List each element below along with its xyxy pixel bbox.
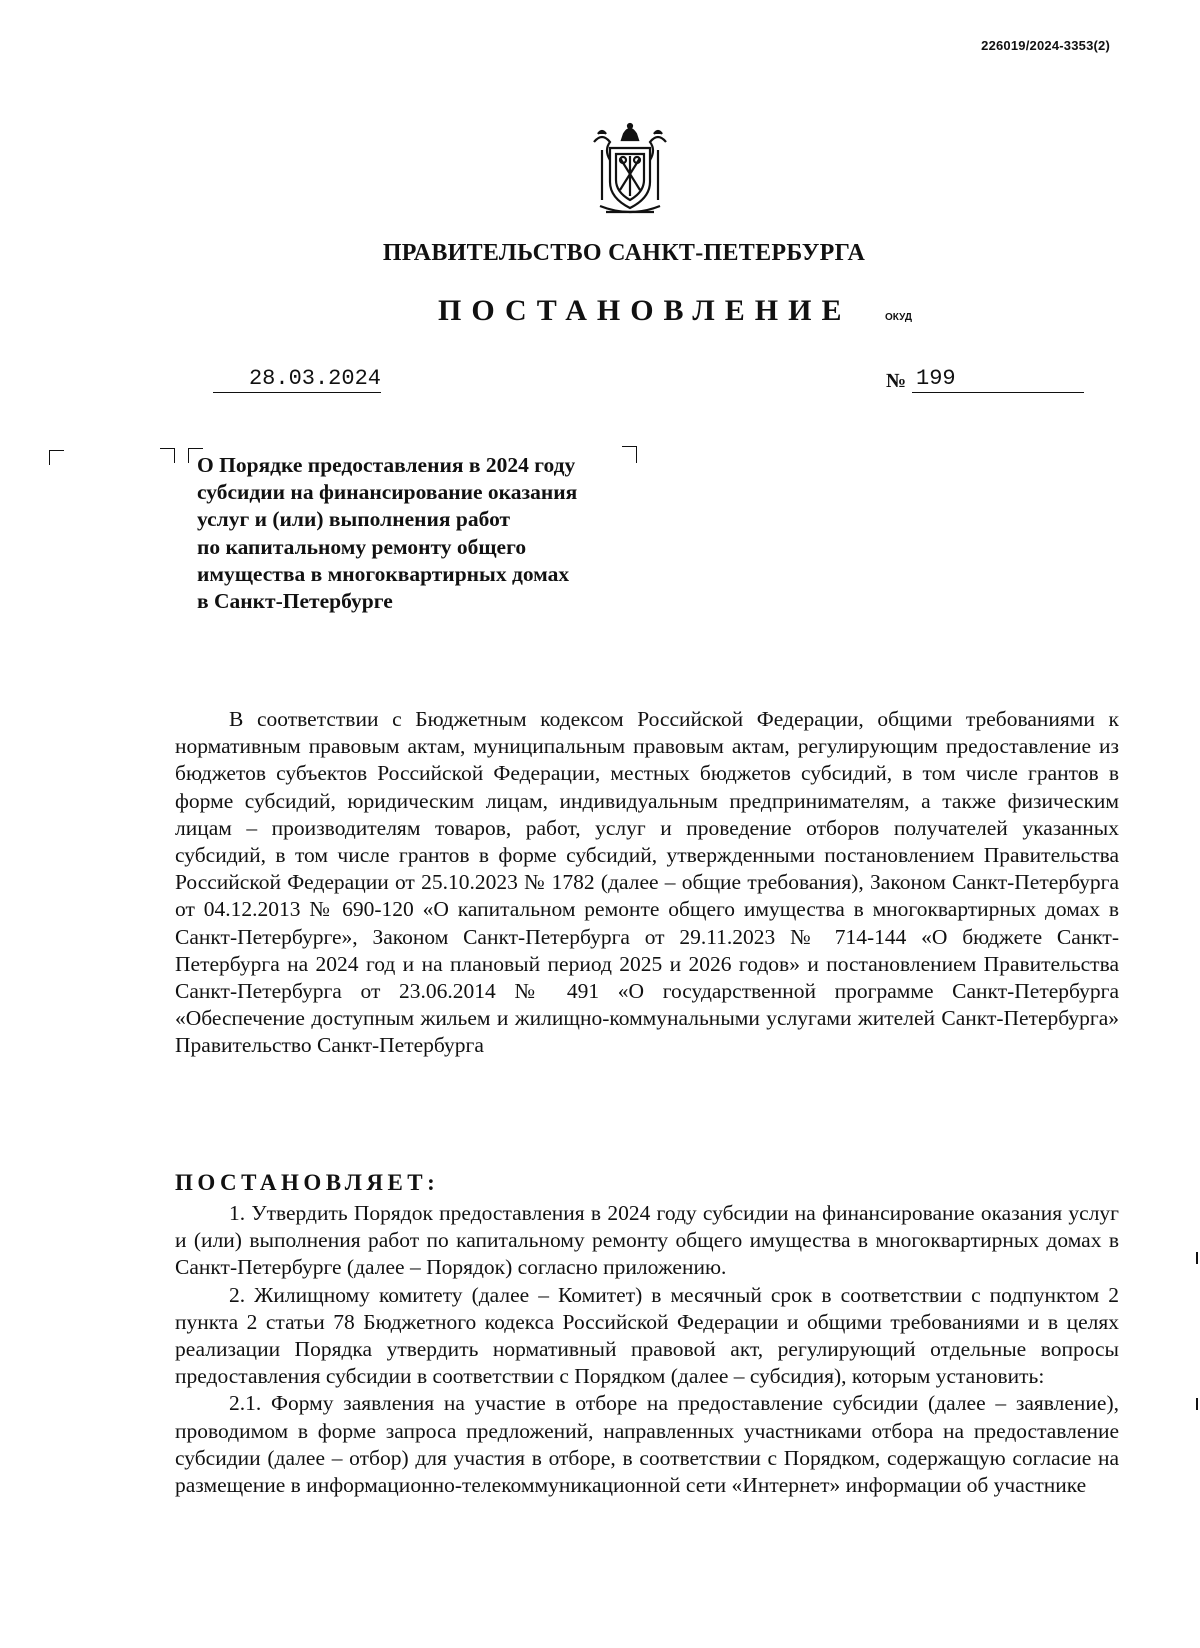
number-label: № <box>886 370 907 392</box>
decree-title: ПОСТАНОВЛЕНИЕ <box>438 294 852 327</box>
decree-item: 2. Жилищному комитету (далее – Комитет) в месячный срок в соответствии с подпунктом 2 пункта 2 статьи 78 Бюджетного кодекса Российской Федерации и общими требованиями и в целях реализации Порядка утвердить нормативный правовой акт, регулирующий отдельные вопросы предоставления субсидии в соответствии с Порядком (далее – субсидия), которым установить: <box>175 1282 1119 1389</box>
decree-item: 1. Утвердить Порядок предоставления в 2024 году субсидии на финансирование оказания услуг и (или) выполнения работ по капитальному ремонту общего имущества в многоквартирных домах в Санкт-Петербурге (далее – Порядок) согласно приложению. <box>175 1201 1119 1280</box>
st-petersburg-coat-of-arms-icon <box>580 120 680 220</box>
preamble-paragraph: В соответствии с Бюджетным кодексом Российской Федерации, общими требованиями к нормативным правовым актам, муниципальным правовым актам, регулирующим предоставление из бюджетов субъектов Российской Федерации, местных бюджетов субсидий, в том числе грантов в форме субсидий, юридическим лицам, индивидуальным предпринимателям, а также физическим лицам – производителям товаров, работ, услуг и проведение отборов получателей указанных субсидий, в том числе грантов в форме субсидий, утвержденными постановлением Правительства Российской Федерации от 25.10.2023 № 1782 (далее – общие требования), Законом Санкт-Петербурга от 04.12.2013 № 690-120 «О капитальном ремонте общего имущества в многоквартирных домах в Санкт-Петербурге», Законом Санкт-Петербурга от 29.11.2023 № 714-144 «О бюджете Санкт-Петербурга на 2024 год и на плановый период 2025 и 2026 годов» и постановлением Правительства Санкт-Петербурга от 23.06.2014 № 491 «О государственной программе Санкт-Петербурга «Обеспечение доступным жильем и жилищно-коммунальными услугами жителей Санкт-Петербурга» Правительство Санкт-Петербурга <box>175 707 1119 1058</box>
subject-line: услуг и (или) выполнения работ <box>197 507 511 532</box>
subject-line: О Порядке предоставления в 2024 году <box>197 453 576 477</box>
decree-items <box>175 1200 1119 1499</box>
decree-subject <box>197 452 637 615</box>
scan-margin-tick <box>1196 1252 1198 1264</box>
document-number: 226019/2024-3353(2) <box>981 38 1110 53</box>
okud-label: ОКУД <box>885 312 912 323</box>
resolves-heading: ПОСТАНОВЛЯЕТ: <box>175 1170 440 1195</box>
subject-line: имущества в многоквартирных домах <box>197 561 570 586</box>
subject-line: субсидии на финансирование оказания <box>197 480 578 505</box>
decree-item: 2.1. Форму заявления на участие в отборе на предоставление субсидии (далее – заявление), проводимом в форме запроса предложений, направленных участниками отбора на предоставление субсидии (далее – отбор) для участия в отборе, в соответствии с Порядком, содержащую согласие на размещение в информационно-телекоммуникационной сети «Интернет» информации об участнике <box>175 1391 1119 1498</box>
decree-date: 28.03.2024 <box>213 366 381 393</box>
preamble <box>175 706 1119 1060</box>
subject-line: в Санкт-Петербурге <box>197 589 393 614</box>
margin-corner-mark <box>49 450 64 465</box>
government-title: ПРАВИТЕЛЬСТВО САНКТ-ПЕТЕРБУРГА <box>382 240 866 266</box>
decree-number: 199 <box>912 366 1084 393</box>
scan-margin-tick <box>1196 1398 1198 1410</box>
subject-line: по капитальному ремонту общего <box>197 534 527 559</box>
margin-corner-mark <box>160 448 175 463</box>
